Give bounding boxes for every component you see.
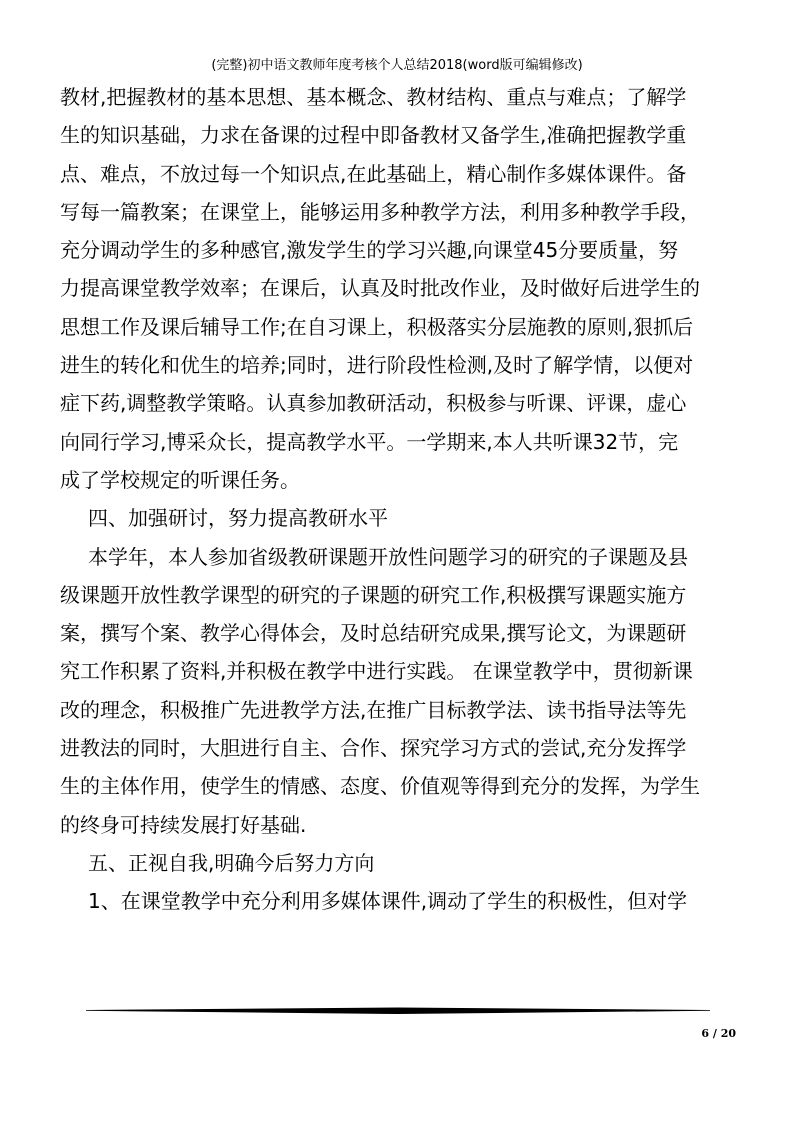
text-line: 的终身可持续发展打好基础. [60,812,307,837]
text-line: 充分调动学生的多种感官,激发学生的学习兴趣,向课堂45分要质量，努 [60,238,679,263]
text-line: 成了学校规定的听课任务。 [60,467,300,492]
text-line: 教材,把握教材的基本思想、基本概念、教材结构、重点与难点；了解学 [60,85,687,109]
text-line: 究工作积累了资料,并积极在教学中进行实践。 在课堂教学中，贯彻新课 [60,659,693,684]
text-line: 进教法的同时，大胆进行自主、合作、探究学习方式的尝试,充分发挥学 [60,736,687,761]
text-line: 本学年，本人参加省级教研课题开放性问题学习的研究的子课题及县 [88,544,688,569]
text-line: 思想工作及课后辅导工作;在自习课上，积极落实分层施教的原则,狠抓后 [60,314,694,339]
page-number: 6 / 20 [701,1027,736,1040]
text-line: 级课题开放性教学课型的研究的子课题的研究工作,积极撰写课题实施方 [60,582,687,607]
text-line: 改的理念，积极推广先进教学方法,在推广目标教学法、读书指导法等先 [60,697,687,722]
document-body [60,78,740,921]
text-line: 生的知识基础，力求在备课的过程中即备教材又备学生,准确把握教学重 [60,123,687,148]
text-line: 进生的转化和优生的培养;同时，进行阶段性检测,及时了解学情，以便对 [60,353,694,378]
text-line: 向同行学习,博采众长，提高教学水平。一学期来,本人共听课32节，完 [60,429,679,454]
text-line: 点、难点，不放过每一个知识点,在此基础上，精心制作多媒体课件。备 [60,161,687,186]
text-line: 案，撰写个案、教学心得体会，及时总结研究成果,撰写论文，为课题研 [60,621,687,646]
text-line: 症下药,调整教学策略。认真参加教研活动，积极参与听课、评课，虚心 [60,391,687,416]
section-heading: 五、正视自我,明确今后努力方向 [88,850,375,875]
text-line: 力提高课堂教学效率；在课后，认真及时批改作业，及时做好后进学生的 [60,276,700,301]
text-line: 1、在课堂教学中充分利用多媒体课件,调动了学生的积极性，但对学 [88,889,688,914]
section-heading: 四、加强研讨，努力提高教研水平 [88,506,388,531]
text-line: 写每一篇教案；在课堂上，能够运用多种教学方法，利用多种教学手段， [60,199,700,224]
document-header: (完整)初中语文教师年度考核个人总结2018(word版可编辑修改) [211,58,583,73]
text-line: 生的主体作用，使学生的情感、态度、价值观等得到充分的发挥，为学生 [60,774,700,799]
footer-divider [86,1004,710,1018]
